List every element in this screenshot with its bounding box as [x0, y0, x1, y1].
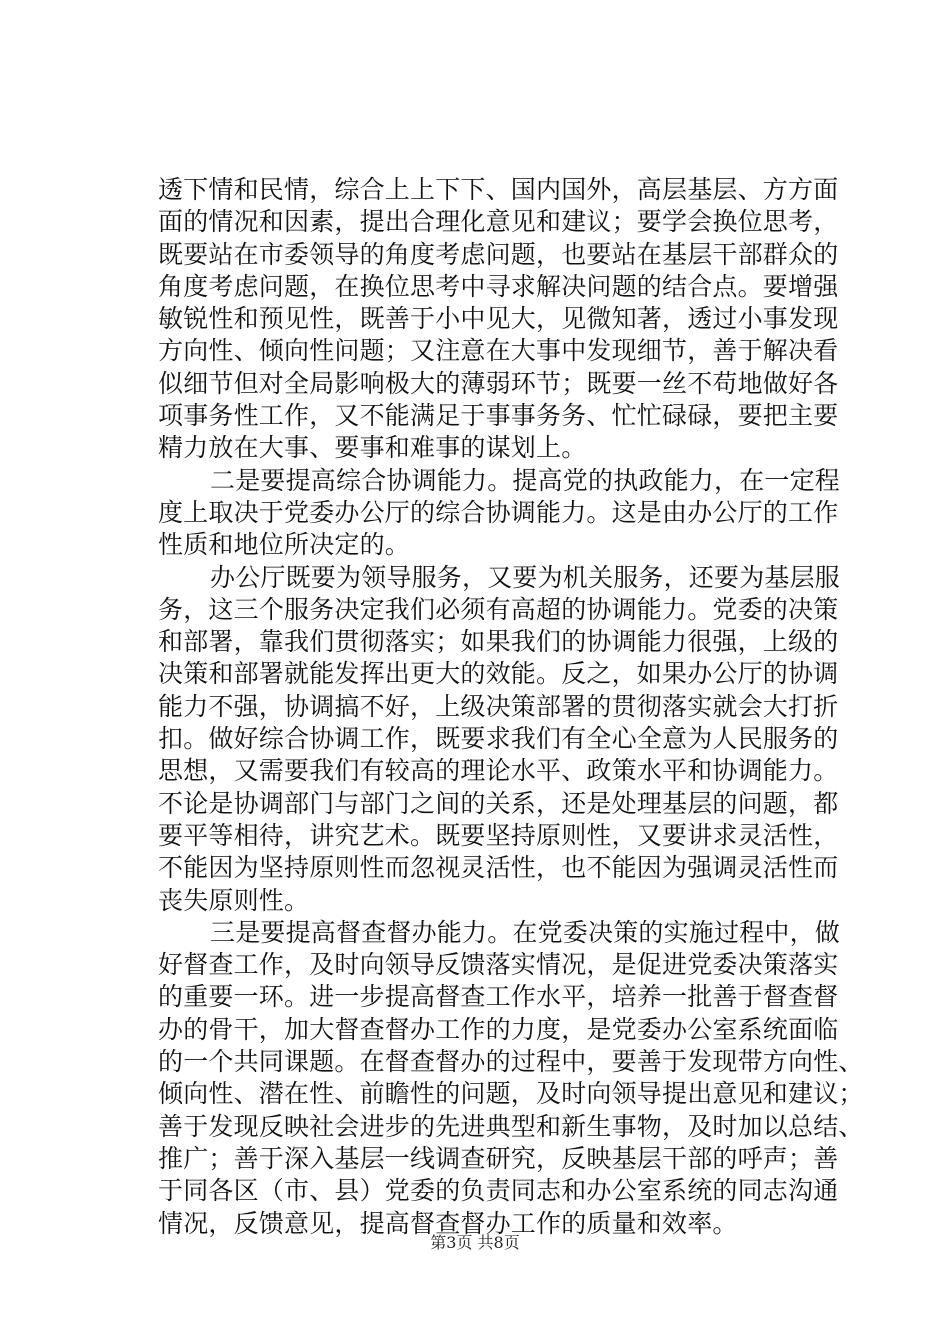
text-line: 情况，反馈意见，提高督查督办工作的质量和效率。 [158, 1208, 738, 1238]
text-line: 推广；善于深入基层一线调查研究，反映基层干部的呼声；善 [158, 1143, 839, 1173]
text-line: 度上取决于党委办公厅的综合协调能力。这是由办公厅的工作 [158, 497, 839, 527]
text-line: 扣。做好综合协调工作，既要求我们有全心全意为人民服务的 [158, 724, 839, 754]
text-line: 要平等相待，讲究艺术。既要坚持原则性，又要讲求灵活性， [158, 820, 839, 850]
text-line: 方向性、倾向性问题；又注意在大事中发现细节，善于解决看 [158, 336, 839, 366]
text-line: 的重要一环。进一步提高督查工作水平，培养一批善于督查督 [158, 982, 839, 1012]
text-line: 思想，又需要我们有较高的理论水平、政策水平和协调能力。 [158, 756, 839, 786]
text-line: 的一个共同课题。在督查督办的过程中，要善于发现带方向性、 [158, 1047, 864, 1077]
paragraph-first-line: 二是要提高综合协调能力。提高党的执政能力，在一定程 [210, 465, 841, 495]
text-line: 不论是协调部门与部门之间的关系，还是处理基层的问题，都 [158, 788, 839, 818]
text-line: 面的情况和因素，提出合理化意见和建议；要学会换位思考， [158, 207, 839, 237]
text-line: 精力放在大事、要事和难事的谋划上。 [158, 433, 587, 463]
text-line: 好督查工作，及时向领导反馈落实情况，是促进党委决策落实 [158, 950, 839, 980]
paragraph-first-line: 三是要提高督查督办能力。在党委决策的实施过程中，做 [210, 917, 841, 947]
text-line: 倾向性、潜在性、前瞻性的问题，及时向领导提出意见和建议； [158, 1079, 864, 1109]
text-line: 敏锐性和预见性，既善于小中见大，见微知著，透过小事发现 [158, 304, 839, 334]
text-line: 办的骨干，加大督查督办工作的力度，是党委办公室系统面临 [158, 1014, 839, 1044]
document-body [158, 174, 864, 1240]
text-line: 于同各区（市、县）党委的负责同志和办公室系统的同志沟通 [158, 1176, 839, 1206]
paragraph-first-line: 办公厅既要为领导服务，又要为机关服务，还要为基层服 [210, 562, 841, 592]
text-line: 项事务性工作，又不能满足于事事务务、忙忙碌碌，要把主要 [158, 401, 839, 431]
text-line: 决策和部署就能发挥出更大的效能。反之，如果办公厅的协调 [158, 659, 839, 689]
text-line: 丧失原则性。 [158, 885, 310, 915]
text-line: 不能因为坚持原则性而忽视灵活性，也不能因为强调灵活性而 [158, 853, 839, 883]
text-line: 和部署，靠我们贯彻落实；如果我们的协调能力很强，上级的 [158, 627, 839, 657]
text-line: 既要站在市委领导的角度考虑问题，也要站在基层干部群众的 [158, 239, 839, 269]
text-line: 善于发现反映社会进步的先进典型和新生事物，及时加以总结、 [158, 1111, 864, 1141]
page-footer [0, 1232, 950, 1254]
text-line: 似细节但对全局影响极大的薄弱环节；既要一丝不苟地做好各 [158, 368, 839, 398]
text-line: 角度考虑问题，在换位思考中寻求解决问题的结合点。要增强 [158, 271, 839, 301]
text-line: 务，这三个服务决定我们必须有高超的协调能力。党委的决策 [158, 594, 839, 624]
page-number-label: 第3页 共8页 [430, 1233, 520, 1252]
text-line: 能力不强，协调搞不好，上级决策部署的贯彻落实就会大打折 [158, 691, 839, 721]
text-line: 性质和地位所决定的。 [158, 530, 411, 560]
text-line: 透下情和民情，综合上上下下、国内国外，高层基层、方方面 [158, 175, 839, 204]
